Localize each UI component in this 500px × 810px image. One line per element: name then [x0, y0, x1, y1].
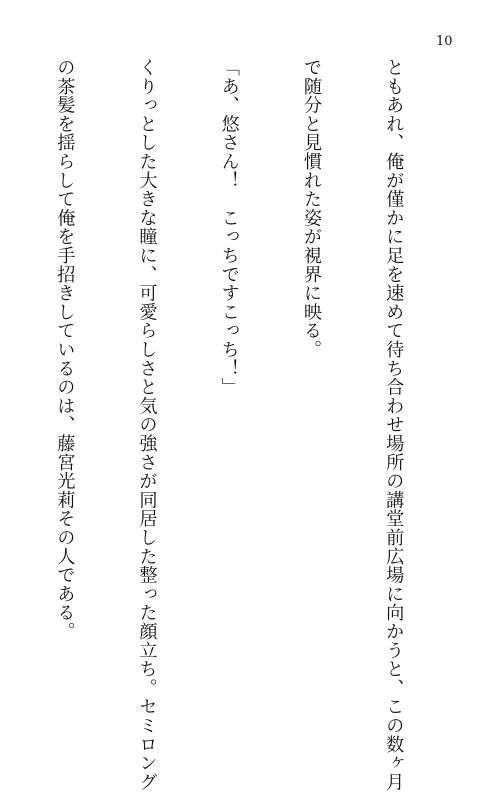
text-line-1: ともあれ、俺が僅かに足を速めて待ち合わせ場所の講堂前広場に向かうと、この数ヶ月: [383, 58, 405, 792]
novel-text-block: [0, 58, 462, 792]
text-line-5: の茶髪を揺らして俺を手招きしているのは、藤宮光莉その人である。: [54, 58, 76, 641]
page-number: 10: [436, 34, 453, 49]
text-line-4: くりっとした大きな瞳に、可愛らしさと気の強さが同居した整った顔立ち。セミロング: [136, 58, 158, 792]
text-line-3: 「あ、悠さん！ こっちですこっち！」: [218, 58, 240, 397]
text-line-2: で随分と見慣れた姿が視界に映る。: [300, 58, 322, 359]
